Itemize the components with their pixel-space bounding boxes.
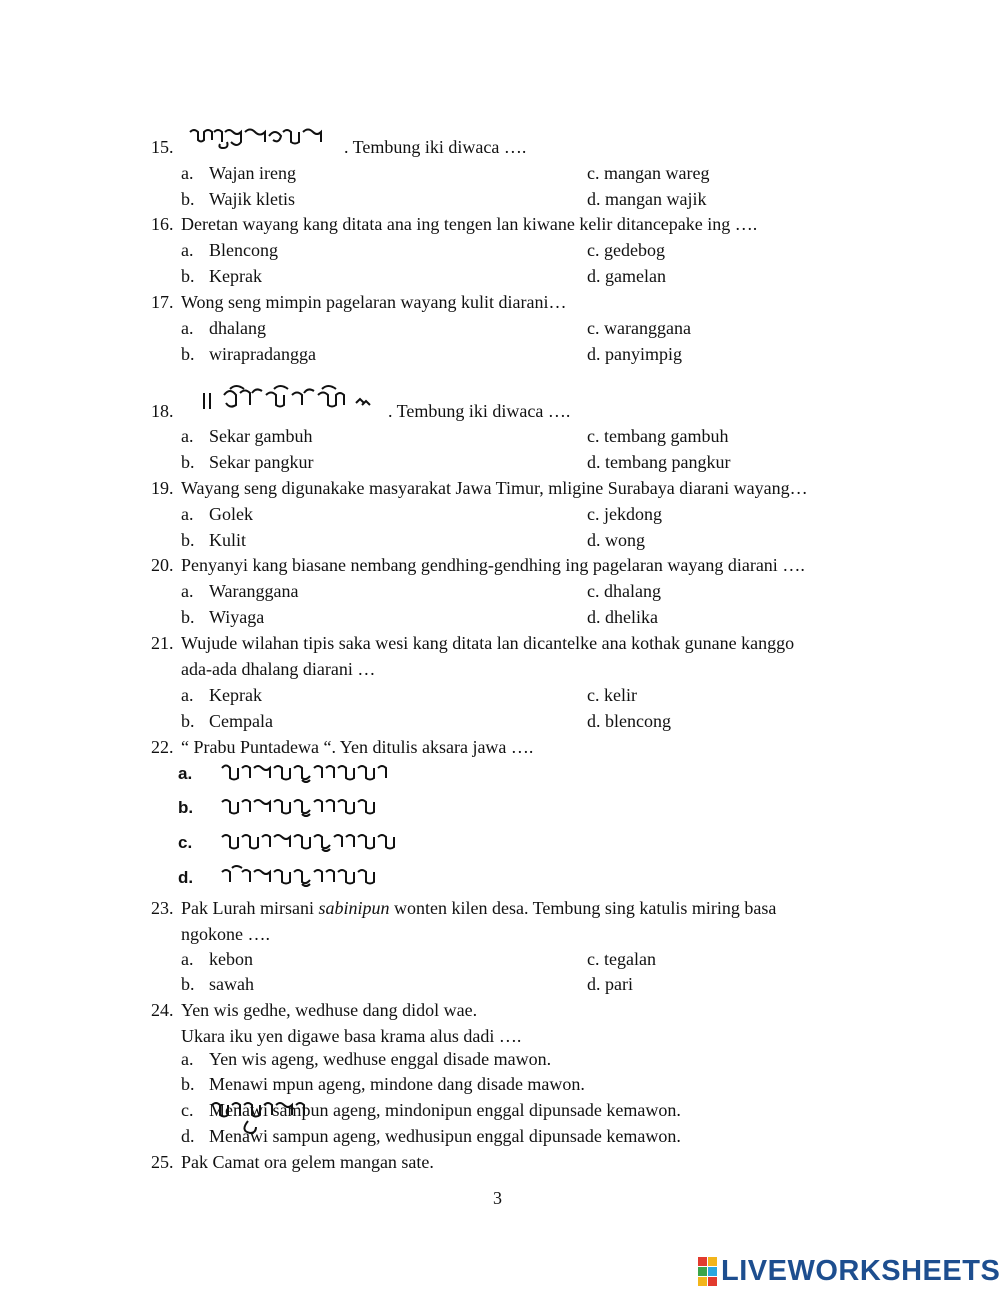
question-18: 18. — [151, 401, 174, 421]
q15-option-a[interactable]: a. Wajan ireng — [181, 163, 297, 183]
question-24: 24. Yen wis gedhe, wedhuse dang didol wae. — [151, 1000, 478, 1020]
q17-option-c[interactable]: c. waranggana — [587, 318, 691, 338]
q19-option-b[interactable]: b. Kulit — [181, 530, 247, 550]
q17-option-a[interactable]: a. dhalang — [181, 318, 266, 338]
javanese-script-q22-c-icon — [218, 829, 408, 855]
q16-option-a[interactable]: a. Blencong — [181, 240, 278, 260]
q24-option-d[interactable]: d. Menawi sampun ageng, wedhusipun enggal dipunsade kemawon. — [181, 1126, 681, 1146]
page-number: 3 — [493, 1188, 502, 1208]
q21-option-a[interactable]: a. Keprak — [181, 685, 262, 705]
q18-option-a[interactable]: a. Sekar gambuh — [181, 426, 313, 446]
q19-option-a[interactable]: a. Golek — [181, 504, 253, 524]
question-15-text: . Tembung iki diwaca …. — [344, 137, 527, 157]
javanese-script-q15-icon — [187, 124, 327, 150]
q21-option-d[interactable]: d. blencong — [587, 711, 671, 731]
q23-option-d[interactable]: d. pari — [587, 974, 633, 994]
javanese-script-q22-a-icon — [218, 760, 398, 786]
question-23: 23. Pak Lurah mirsani sabinipun wonten kilen desa. Tembung sing katulis miring basa — [151, 898, 777, 918]
italic-word: sabinipun — [318, 898, 390, 918]
liveworksheets-blocks-icon — [698, 1257, 717, 1286]
q16-option-d[interactable]: d. gamelan — [587, 266, 666, 286]
q20-option-a[interactable]: a. Waranggana — [181, 581, 299, 601]
question-18-text: . Tembung iki diwaca …. — [388, 401, 571, 421]
q16-option-b[interactable]: b. Keprak — [181, 266, 262, 286]
q15-option-b[interactable]: b. Wajik kletis — [181, 189, 296, 209]
q23-option-c[interactable]: c. tegalan — [587, 949, 656, 969]
q17-option-d[interactable]: d. panyimpig — [587, 344, 682, 364]
q20-option-b[interactable]: b. Wiyaga — [181, 607, 265, 627]
q18-option-c[interactable]: c. tembang gambuh — [587, 426, 729, 446]
q22-option-a-label[interactable]: a. — [178, 764, 193, 783]
question-15: 15. — [151, 137, 174, 157]
javanese-script-q22-d-icon — [218, 864, 398, 890]
q20-option-c[interactable]: c. dhalang — [587, 581, 661, 601]
question-24-continued: Ukara iku yen digawe basa krama alus dadi …. — [181, 1026, 522, 1046]
q23-option-b[interactable]: b. sawah — [181, 974, 254, 994]
q16-option-c[interactable]: c. gedebog — [587, 240, 665, 260]
q19-option-c[interactable]: c. jekdong — [587, 504, 662, 524]
q19-option-d[interactable]: d. wong — [587, 530, 645, 550]
q18-option-d[interactable]: d. tembang pangkur — [587, 452, 731, 472]
question-20: 20. Penyanyi kang biasane nembang gendhing-gendhing ing pagelaran wayang diarani …. — [151, 555, 805, 575]
q22-option-d-label[interactable]: d. — [178, 868, 194, 887]
q22-option-b-label[interactable]: b. — [178, 798, 194, 817]
q17-option-b[interactable]: b. wirapradangga — [181, 344, 316, 364]
q24-option-b[interactable]: b. Menawi mpun ageng, mindone dang disade mawon. — [181, 1074, 585, 1094]
javanese-script-q18-icon — [200, 383, 376, 413]
liveworksheets-logo — [698, 1255, 1000, 1288]
q24-option-c[interactable]: c. Menawi sampun ageng, mindonipun enggal dipunsade kemawon. — [181, 1100, 681, 1120]
q21-option-b[interactable]: b. Cempala — [181, 711, 273, 731]
q15-option-c[interactable]: c. mangan wareg — [587, 163, 710, 183]
javanese-script-q22-b-icon — [218, 794, 398, 820]
question-21-continued: ada-ada dhalang diarani … — [181, 659, 376, 679]
q18-option-b[interactable]: b. Sekar pangkur — [181, 452, 314, 472]
q22-option-c-label[interactable]: c. — [178, 833, 193, 852]
question-16: 16. Deretan wayang kang ditata ana ing tengen lan kiwane kelir ditancepake ing …. — [151, 214, 758, 234]
question-22: 22. “ Prabu Puntadewa “. Yen ditulis aksara jawa …. — [151, 737, 534, 757]
q24-option-a[interactable]: a. Yen wis ageng, wedhuse enggal disade mawon. — [181, 1049, 552, 1069]
q20-option-d[interactable]: d. dhelika — [587, 607, 658, 627]
question-21: 21. Wujude wilahan tipis saka wesi kang ditata lan dicantelke ana kothak gunane kanggo — [151, 633, 795, 653]
logo-text: LIVEWORKSHEETS — [721, 1255, 1000, 1287]
q21-option-c[interactable]: c. kelir — [587, 685, 637, 705]
q23-option-a[interactable]: a. kebon — [181, 949, 253, 969]
question-25: 25. Pak Camat ora gelem mangan sate. — [151, 1152, 434, 1172]
question-17: 17. Wong seng mimpin pagelaran wayang kulit diarani… — [151, 292, 567, 312]
question-19: 19. Wayang seng digunakake masyarakat Jawa Timur, mligine Surabaya diarani wayang… — [151, 478, 808, 498]
q15-option-d[interactable]: d. mangan wajik — [587, 189, 707, 209]
question-23-continued: ngokone …. — [181, 924, 270, 944]
